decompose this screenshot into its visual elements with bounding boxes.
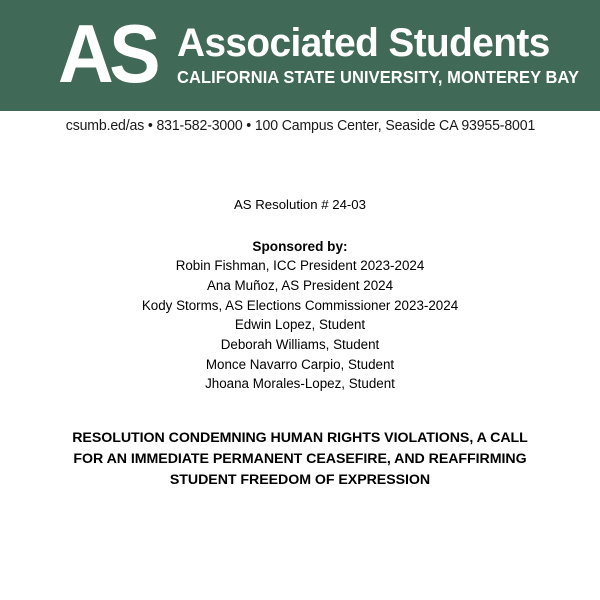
resolution-title xyxy=(0,428,600,491)
document-body xyxy=(0,141,600,491)
sponsors-heading: Sponsored by: xyxy=(252,238,348,254)
sponsor-item: Ana Muñoz, AS President 2024 xyxy=(206,277,394,293)
organization-name: Associated Students xyxy=(177,20,551,65)
sponsor-item: Jhoana Morales-Lopez, Student xyxy=(205,376,395,392)
resolution-number: AS Resolution # 24-03 xyxy=(234,197,366,212)
sponsor-item: Kody Storms, AS Elections Commissioner 2023-2024 xyxy=(141,297,459,313)
sponsor-item: Monce Navarro Carpio, Student xyxy=(205,356,395,372)
as-monogram-logo: AS xyxy=(58,7,156,101)
resolution-title-line: RESOLUTION CONDEMNING HUMAN RIGHTS VIOLATIONS, A CALL xyxy=(72,430,528,447)
sponsor-item: Robin Fishman, ICC President 2023-2024 xyxy=(175,258,425,274)
letterhead-logo-group xyxy=(58,0,600,111)
sponsor-item: Edwin Lopez, Student xyxy=(234,317,366,333)
letterhead-wordmark xyxy=(177,20,600,87)
contact-line: csumb.ed/as • 831-582-3000 • 100 Campus Center, Seaside CA 93955-8001 xyxy=(65,118,535,134)
institution-name: CALIFORNIA STATE UNIVERSITY, MONTEREY BAY xyxy=(177,66,580,87)
contact-strip xyxy=(0,111,600,141)
sponsors-block xyxy=(0,237,600,394)
resolution-title-line: FOR AN IMMEDIATE PERMANENT CEASEFIRE, AND REAFFIRMING xyxy=(73,450,527,467)
letterhead-banner xyxy=(0,0,600,111)
sponsor-item: Deborah Williams, Student xyxy=(220,336,380,352)
resolution-title-line: STUDENT FREEDOM OF EXPRESSION xyxy=(169,471,431,488)
